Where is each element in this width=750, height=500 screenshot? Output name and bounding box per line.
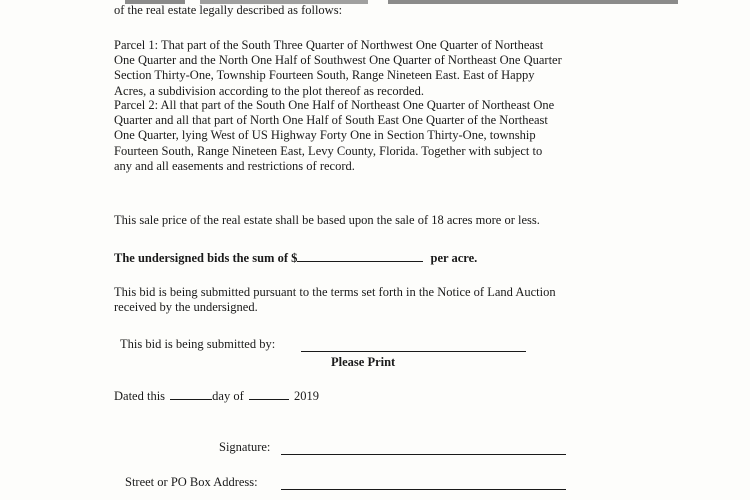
bid-amount-line bbox=[114, 250, 477, 266]
intro-line: of the real estate legally described as follows: bbox=[114, 3, 343, 17]
parcel-1-line: Parcel 1: That part of the South Three Quarter of Northwest One Quarter of Northeast bbox=[114, 38, 544, 52]
parcel-2-line: Fourteen South, Range Nineteen East, Levy County, Florida. Together with subject to bbox=[114, 143, 543, 158]
redaction-mark bbox=[388, 0, 678, 4]
address-label: Street or PO Box Address: bbox=[125, 475, 258, 489]
parcel-1-line: Section Thirty-One, Township Fourteen South, Range Nineteen East. East of Happy bbox=[114, 68, 535, 83]
bid-amount-blank[interactable] bbox=[297, 250, 423, 262]
bid-suffix: per acre. bbox=[430, 251, 478, 265]
parcel-2-line: Parcel 2: All that part of the South One Half of Northeast One Quarter of Northeast One bbox=[114, 98, 555, 112]
parcel-1-description bbox=[114, 38, 562, 99]
dated-line bbox=[114, 388, 319, 404]
parcel-1-line: Acres, a subdivision according to the plot thereof as recorded. bbox=[114, 83, 424, 98]
parcel-2-line: Quarter and all that part of North One Half of South East One Quarter of the Northeast bbox=[114, 113, 548, 128]
parcel-1-line: One Quarter and the North One Half of Southwest One Quarter of Northeast One Quarter bbox=[114, 53, 562, 68]
year-value: 2019 bbox=[294, 389, 320, 403]
signature-blank[interactable] bbox=[281, 454, 566, 455]
terms-line: received by the undersigned. bbox=[114, 300, 258, 315]
terms-line: This bid is being submitted pursuant to the terms set forth in the Notice of Land Auction bbox=[114, 285, 556, 299]
parcel-2-line: One Quarter, lying West of US Highway Forty One in Section Thirty-One, township bbox=[114, 128, 536, 143]
terms-statement bbox=[114, 285, 556, 315]
parcel-2-line: any and all easements and restrictions of record. bbox=[114, 158, 355, 173]
day-blank[interactable] bbox=[170, 388, 212, 400]
dated-this-label: Dated this bbox=[114, 389, 166, 403]
month-blank[interactable] bbox=[249, 388, 289, 400]
submitted-by-label: This bid is being submitted by: bbox=[120, 337, 276, 351]
parcel-2-description bbox=[114, 98, 554, 174]
day-of-label: day of bbox=[212, 389, 244, 403]
submitted-by-blank[interactable] bbox=[301, 351, 526, 352]
sale-price-statement: This sale price of the real estate shall be based upon the sale of 18 acres more or less. bbox=[114, 213, 540, 227]
bid-prefix: The undersigned bids the sum of $ bbox=[114, 251, 298, 265]
address-blank[interactable] bbox=[281, 489, 566, 490]
please-print-label: Please Print bbox=[331, 355, 396, 369]
signature-label: Signature: bbox=[219, 440, 271, 454]
